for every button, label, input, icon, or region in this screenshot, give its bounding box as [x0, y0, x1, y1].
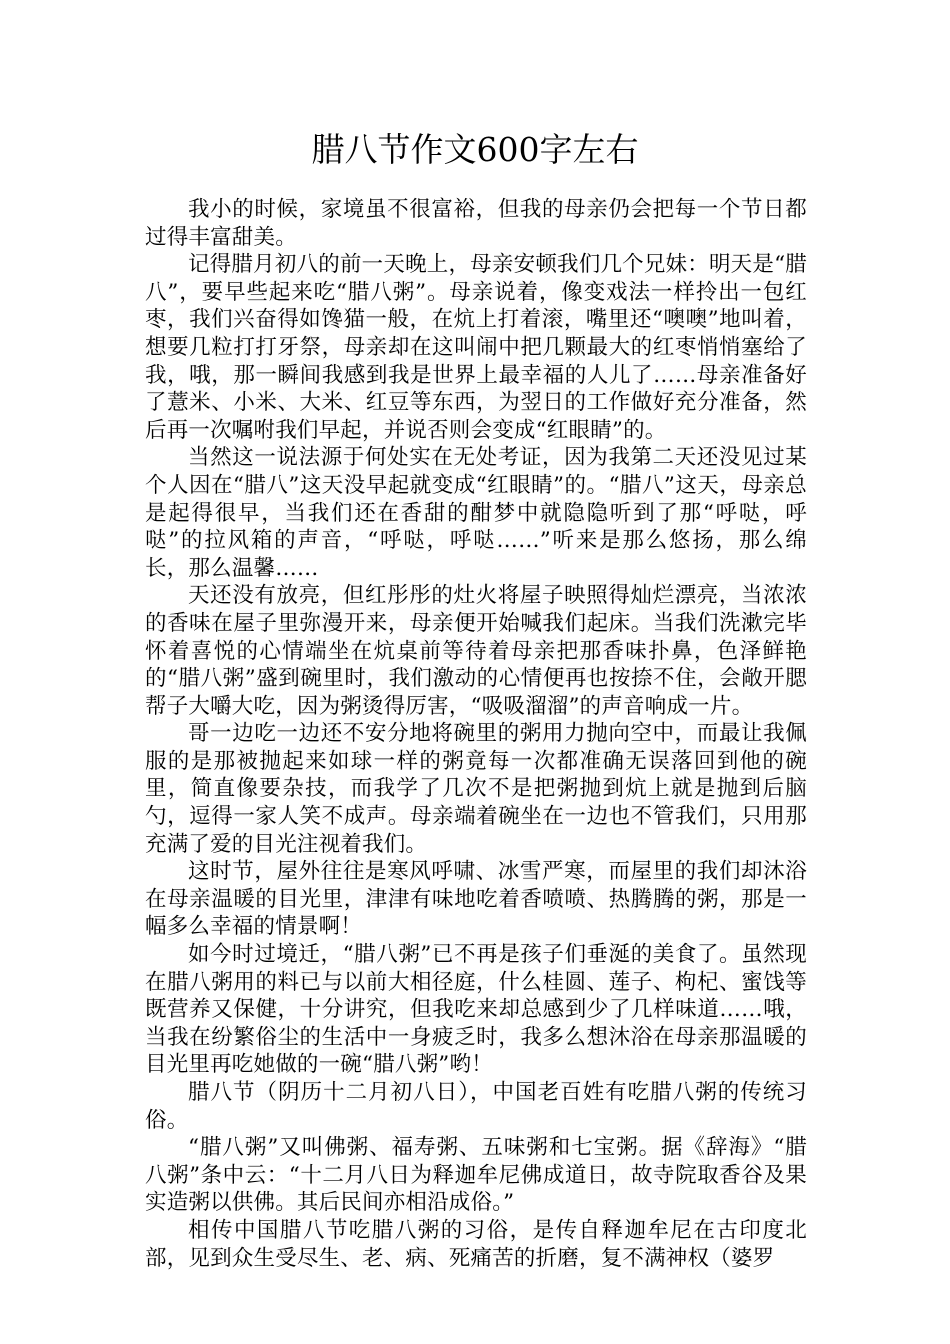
- article-body: [145, 196, 807, 1272]
- paragraph-1: 我小的时候，家境虽不很富裕，但我的母亲仍会把每一个节日都过得丰富甜美。: [145, 197, 807, 250]
- paragraph-8: 腊八节（阴历十二月初八日），中国老百姓有吃腊八粥的传统习俗。: [145, 1080, 807, 1133]
- paragraph-3: 当然这一说法源于何处实在无处考证，因为我第二天还没见过某个人因在“腊八”这天没早起就变成“红眼睛”的。“腊八”这天，母亲总是起得很早，当我们还在香甜的酣梦中就隐隐听到了那“呼哒，呼哒”的拉风箱的声音，“呼哒，呼哒……”听来是那么悠扬，那么绵长，那么温馨……: [145, 445, 807, 581]
- paragraph-5: 哥一边吃一边还不安分地将碗里的粥用力抛向空中，而最让我佩服的是那被抛起来如球一样的粥竟每一次都准确无误落回到他的碗里，简直像要杂技，而我学了几次不是把粥抛到炕上就是抛到后脑勺，逗得一家人笑不成声。母亲端着碗坐在一边也不管我们，只用那充满了爱的目光注视着我们。: [145, 721, 807, 857]
- paragraph-4: 天还没有放亮，但红彤彤的灶火将屋子映照得灿烂漂亮，当浓浓的香味在屋子里弥漫开来，母亲便开始喊我们起床。当我们洗漱完毕怀着喜悦的心情端坐在炕桌前等待着母亲把那香味扑鼻，色泽鲜艳的“腊八粥”盛到碗里时，我们激动的心情便再也按捺不住，会敞开腮帮子大嚼大吃，因为粥烫得厉害，“吸吸溜溜”的声音响成一片。: [145, 583, 807, 719]
- paragraph-6: 这时节，屋外往往是寒风呼啸、冰雪严寒，而屋里的我们却沐浴在母亲温暖的目光里，津津有味地吃着香喷喷、热腾腾的粥，那是一幅多么幸福的情景啊！: [145, 859, 807, 940]
- paragraph-9: “腊八粥”又叫佛粥、福寿粥、五味粥和七宝粥。据《辞海》“腊八粥”条中云：“十二月八日为释迦牟尼佛成道日，故寺院取香谷及果实造粥以供佛。其后民间亦相沿成俗。”: [145, 1135, 807, 1216]
- page-title: 腊八节作文600字左右: [311, 130, 639, 169]
- paragraph-10: 相传中国腊八节吃腊八粥的习俗，是传自释迦牟尼在古印度北部，见到众生受尽生、老、病、死痛苦的折磨，复不满神权（婆罗: [145, 1217, 807, 1271]
- paragraph-2: 记得腊月初八的前一天晚上，母亲安顿我们几个兄妹：明天是“腊八”，要早些起来吃“腊八粥”。母亲说着，像变戏法一样拎出一包红枣，我们兴奋得如馋猫一般，在炕上打着滚，嘴里还“噢噢”地叫着，想要几粒打打牙祭，母亲却在这叫闹中把几颗最大的红枣悄悄塞给了我，哦，那一瞬间我感到我是世界上最幸福的人儿了……母亲准备好了薏米、小米、大米、红豆等东西，为翌日的工作做好充分准备，然后再一次嘱咐我们早起，并说否则会变成“红眼睛”的。: [145, 252, 807, 443]
- paragraph-7: 如今时过境迁，“腊八粥”已不再是孩子们垂涎的美食了。虽然现在腊八粥用的料已与以前大相径庭，什么桂圆、莲子、枸杞、蜜饯等既营养又保健，十分讲究，但我吃来却总感到少了几样味道……哦，当我在纷繁俗尘的生活中一身疲乏时，我多么想沐浴在母亲那温暖的目光里再吃她做的一碗“腊八粥”哟！: [145, 942, 807, 1078]
